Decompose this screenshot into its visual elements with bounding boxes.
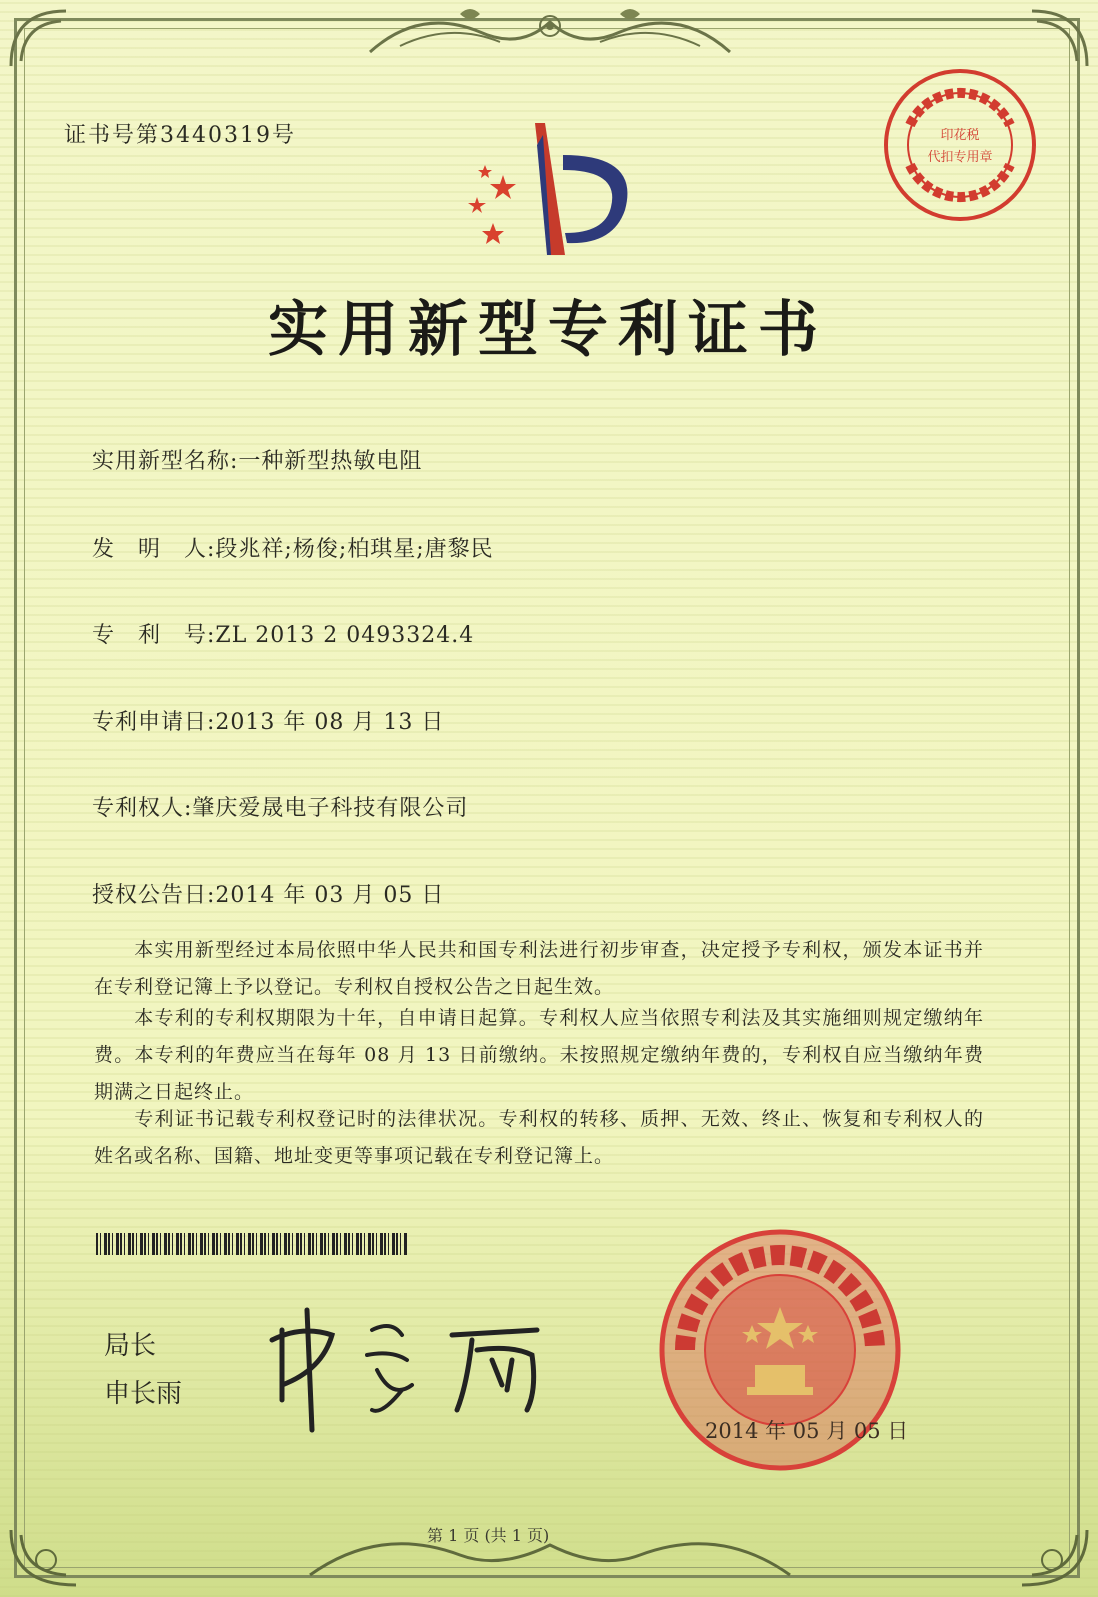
certificate-number: 证书号第3440319号 xyxy=(64,123,296,148)
field-patent-number xyxy=(92,618,474,649)
field-application-date xyxy=(92,705,444,736)
bottom-ornament-icon xyxy=(300,1505,800,1585)
field-value: 段兆祥;杨俊;柏琪星;唐黎民 xyxy=(215,537,494,562)
field-value: 一种新型热敏电阻 xyxy=(238,449,423,474)
field-label: 专利权人: xyxy=(92,796,193,821)
page-number: 第 1 页 (共 1 页) xyxy=(427,1526,550,1545)
paragraph-grant-decision xyxy=(94,932,984,1006)
field-patentee xyxy=(92,791,468,822)
barcode xyxy=(96,1233,408,1255)
tax-stamp-line2: 代扣专用章 xyxy=(927,150,993,165)
certificate-title: 实用新型专利证书 xyxy=(268,295,828,365)
top-ornament-icon xyxy=(360,2,740,64)
corner-ornament-top-left-icon xyxy=(6,6,76,76)
patent-office-logo-icon xyxy=(455,115,635,265)
field-label: 授权公告日: xyxy=(92,883,216,908)
field-label: 专利申请日: xyxy=(92,710,216,735)
paragraph-term-and-fees xyxy=(94,1000,984,1111)
field-value: 2013 年 08 月 13 日 xyxy=(215,710,445,735)
field-utility-model-name xyxy=(92,444,422,475)
field-label: 实用新型名称: xyxy=(92,449,239,474)
corner-ornament-bottom-right-icon xyxy=(1002,1520,1092,1590)
director-name: 申长雨 xyxy=(104,1379,183,1409)
paragraph-text: 专利证书记载专利权登记时的法律状况。专利权的转移、质押、无效、终止、恢复和专利权人的姓名或名称、国籍、地址变更等事项记载在专利登记簿上。 xyxy=(94,1108,984,1167)
tax-stamp-seal-icon xyxy=(880,65,1040,225)
tax-stamp-line1: 印花税 xyxy=(940,128,980,143)
field-value: 肇庆爱晟电子科技有限公司 xyxy=(192,796,469,821)
field-value: 2014 年 03 月 05 日 xyxy=(215,883,445,908)
field-label: 专 利 号: xyxy=(92,623,216,648)
director-title: 局长 xyxy=(104,1331,157,1361)
paragraph-text: 本实用新型经过本局依照中华人民共和国专利法进行初步审查，决定授予专利权，颁发本证书并在专利登记簿上予以登记。专利权自授权公告之日起生效。 xyxy=(94,939,984,998)
paragraph-legal-status xyxy=(94,1101,984,1175)
field-value: ZL 2013 2 0493324.4 xyxy=(215,623,475,648)
handwritten-signature-icon xyxy=(262,1290,562,1440)
field-inventors xyxy=(92,532,494,563)
corner-ornament-bottom-left-icon xyxy=(6,1520,96,1590)
field-label: 发 明 人: xyxy=(92,537,216,562)
field-grant-announcement-date xyxy=(92,878,444,909)
seal-date: 2014 年 05 月 05 日 xyxy=(705,1419,909,1443)
paragraph-text: 本专利的专利权期限为十年，自申请日起算。专利权人应当依照专利法及其实施细则规定缴纳年费。本专利的年费应当在每年 08 月 13 日前缴纳。未按照规定缴纳年费的，专利权自应当缴纳年费期满之日起终止。 xyxy=(94,1007,984,1103)
